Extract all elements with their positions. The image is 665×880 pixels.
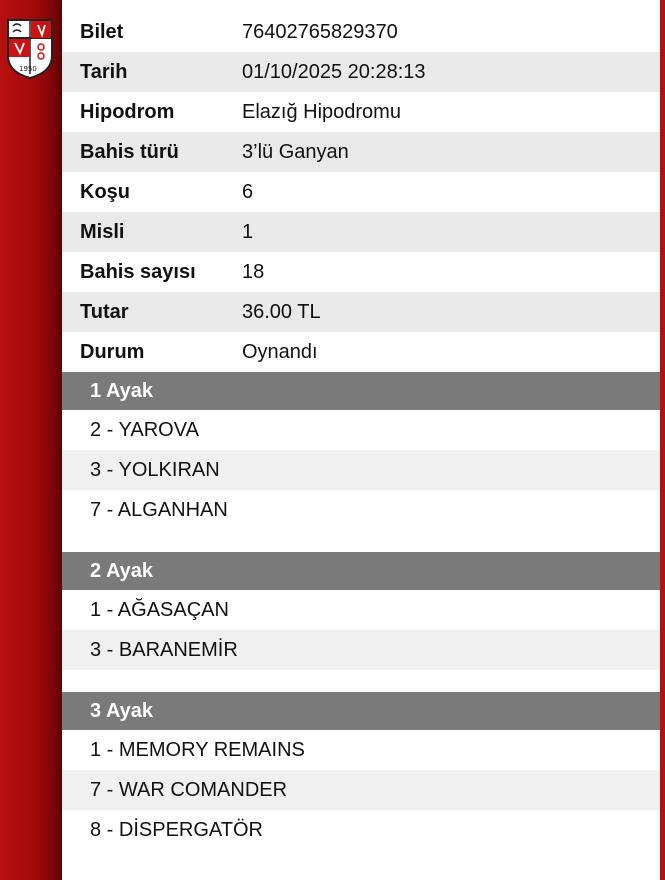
field-label: Durum [80, 340, 145, 363]
horse-item: 7 - WAR COMANDER [62, 770, 660, 810]
leg-section-2 [62, 552, 660, 670]
field-label: Tutar [80, 300, 129, 323]
club-emblem-icon [5, 18, 55, 80]
horse-item: 3 - YOLKIRAN [62, 450, 660, 490]
field-value: 36.00 TL [242, 300, 321, 323]
ticket-row-hipodrom [62, 92, 660, 132]
ticket-row-bilet [62, 12, 660, 52]
field-label: Koşu [80, 180, 130, 203]
ticket-row-tutar [62, 292, 660, 332]
logo-year: 1950 [19, 65, 37, 73]
section-gap [62, 530, 660, 552]
status-value: Oynandı [242, 340, 318, 363]
field-label: Bahis türü [80, 140, 179, 163]
horse-item: 2 - YAROVA [90, 418, 199, 441]
field-label: Misli [80, 220, 125, 243]
field-value: 76402765829370 [242, 20, 398, 43]
field-label: Hipodrom [80, 100, 175, 123]
field-value: 01/10/2025 20:28:13 [242, 60, 426, 83]
ticket-row-bahis-turu [62, 132, 660, 172]
horse-item: 1 - AĞASAÇAN [90, 598, 229, 621]
ticket-row-misli [62, 212, 660, 252]
field-label: Tarih [80, 60, 128, 83]
horse-item: 3 - BARANEMİR [62, 630, 660, 670]
leg-header: 2 Ayak [62, 552, 660, 590]
leg-section-1 [62, 372, 660, 530]
leg-section-3 [62, 692, 660, 850]
field-value: 1 [242, 220, 254, 243]
ticket-row-tarih [62, 52, 660, 92]
horse-item: 7 - ALGANHAN [90, 498, 228, 521]
field-value: Elazığ Hipodromu [242, 100, 401, 123]
ticket-info-table [62, 12, 660, 372]
ticket-content [62, 12, 660, 850]
leg-header: 3 Ayak [62, 692, 660, 730]
section-gap [62, 670, 660, 692]
ticket-row-durum [62, 332, 660, 372]
field-value: 6 [242, 180, 254, 203]
field-label: Bahis sayısı [80, 260, 196, 283]
field-value: 18 [242, 260, 265, 283]
horse-item: 1 - MEMORY REMAINS [90, 738, 305, 761]
sidebar [0, 0, 62, 880]
right-edge-strip [660, 0, 665, 880]
ticket-row-kosu [62, 172, 660, 212]
field-label: Bilet [80, 20, 124, 43]
field-value: 3’lü Ganyan [242, 140, 349, 163]
leg-header: 1 Ayak [62, 372, 660, 410]
ticket-row-bahis-sayisi [62, 252, 660, 292]
horse-item: 8 - DİSPERGATÖR [90, 818, 263, 841]
